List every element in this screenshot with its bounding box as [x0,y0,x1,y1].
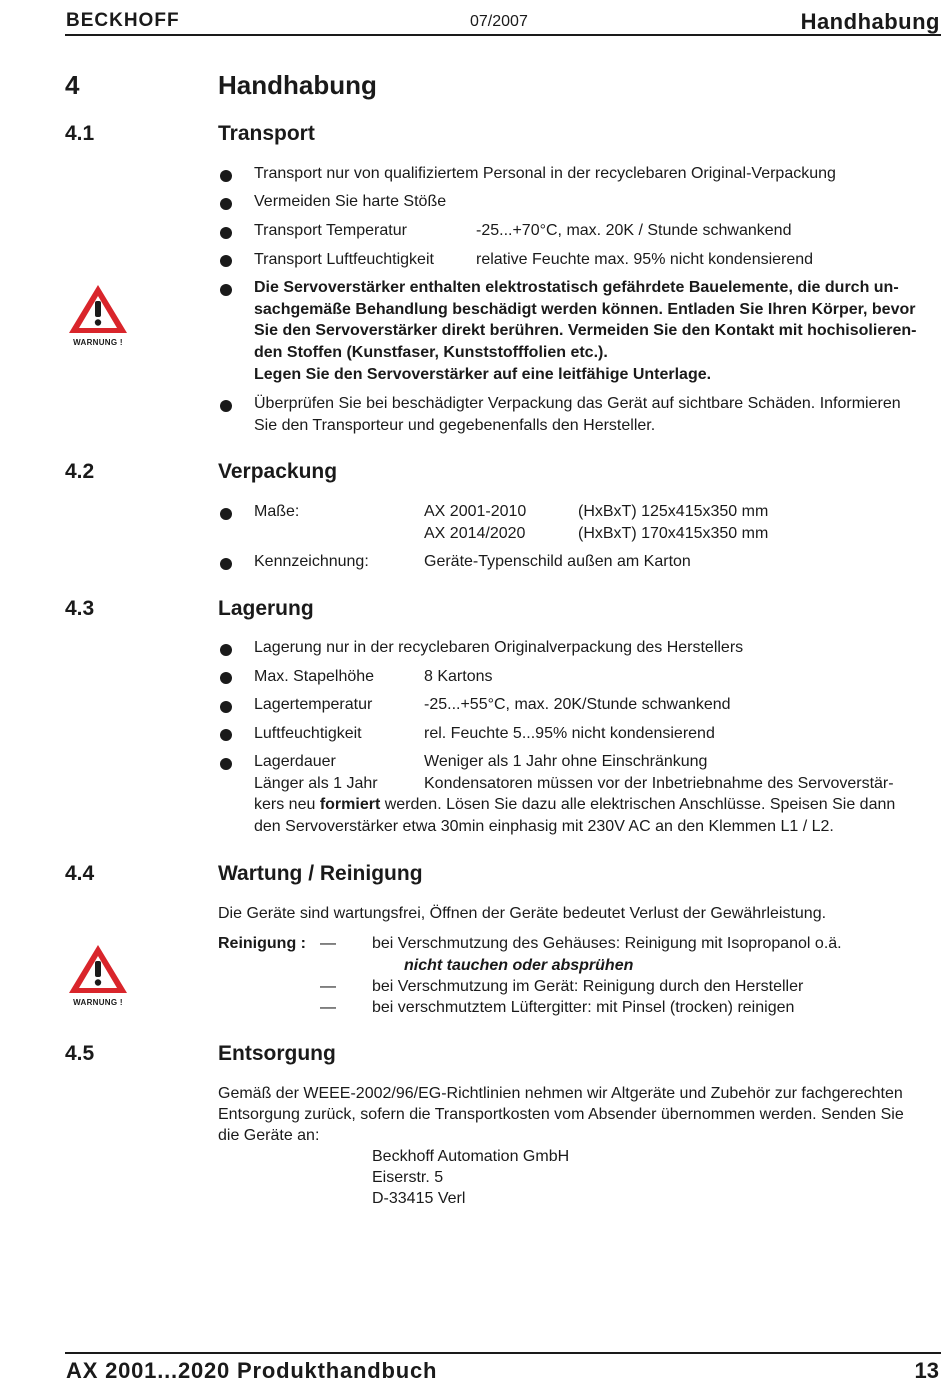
transport-temperature-value: -25...+70°C, max. 20K / Stunde schwankend [476,222,792,239]
stack-height-value: 8 Kartons [424,668,493,685]
footer-title: AX 2001...2020 Produkthandbuch [66,1358,438,1383]
section-title-entsorgung: Entsorgung [218,1042,336,1065]
bullet-icon [220,644,232,656]
cleaning-label: Reinigung : [218,935,306,952]
bullet-icon [220,508,232,520]
section-title-verpackung: Verpackung [218,460,338,483]
dimensions-label: Maße: [254,503,300,520]
section-title-transport: Transport [218,122,315,145]
bullet-icon [220,400,232,412]
section-number-4-1: 4.1 [65,122,95,145]
section-number-4-2: 4.2 [65,460,95,483]
transport-item-1: Transport nur von qualifiziertem Personal in der recyclebaren Original-Verpackung [254,165,836,182]
forming-instruction-line-1 [254,794,895,815]
forming-keyword: formiert [319,796,381,813]
storage-duration-label: Lagerdauer [254,753,336,770]
section-title-wartung: Wartung / Reinigung [218,862,423,885]
bullet-icon [220,227,232,239]
footer-rule [65,1352,941,1354]
transport-humidity-value: relative Feuchte max. 95% nicht kondensierend [476,251,814,268]
bullet-icon [220,672,232,684]
bullet-icon [220,198,232,210]
marking-label: Kennzeichnung: [254,553,369,570]
warning-triangle-icon [66,282,130,336]
cleaning-item-2: bei Verschmutzung im Gerät: Reinigung durch den Hersteller [372,978,804,995]
warning-label: WARNUNG ! [73,338,123,347]
address-company: Beckhoff Automation GmbH [372,1148,570,1165]
forming-text-a: kers neu [254,796,320,813]
cleaning-item-3: bei verschmutztem Lüftergitter: mit Pinsel (trocken) reinigen [372,999,795,1016]
bullet-icon [220,701,232,713]
esd-warning-line-1: Die Servoverstärker enthalten elektrostatisch gefährdete Bauelemente, die durch un- [254,279,899,296]
maintenance-intro: Die Geräte sind wartungsfrei, Öffnen der Geräte bedeutet Verlust der Gewährleistung. [218,905,827,922]
dimensions-model-1: AX 2001-2010 [424,503,527,520]
dash-3: — [320,999,336,1016]
esd-warning-line-4: den Stoffen (Kunstfaser, Kunststofffolien etc.). [254,344,608,361]
dash-1: — [320,935,336,952]
transport-temperature-label: Transport Temperatur [254,222,407,239]
transport-humidity-label: Transport Luftfeuchtigkeit [254,251,434,268]
warning-label: WARNUNG ! [73,998,123,1007]
disposal-line-1: Gemäß der WEEE-2002/96/EG-Richtlinien nehmen wir Altgeräte und Zubehör zur fachgerechten [218,1085,903,1102]
stack-height-label: Max. Stapelhöhe [254,668,375,685]
disposal-line-2: Entsorgung zurück, sofern die Transportkosten vom Absender übernommen werden. Senden Sie [218,1106,904,1123]
dash-2: — [320,978,336,995]
bullet-icon [220,255,232,267]
cleaning-note: nicht tauchen oder absprühen [404,957,634,974]
transport-item-2: Vermeiden Sie harte Stöße [254,193,447,210]
address-street: Eiserstr. 5 [372,1169,444,1186]
storage-long-value: Kondensatoren müssen vor der Inbetriebnahme des Servoverstär- [424,775,894,792]
cleaning-item-1: bei Verschmutzung des Gehäuses: Reinigung mit Isopropanol o.ä. [372,935,842,952]
brand-logo: BECKHOFF [66,10,180,31]
warning-esd [66,282,130,347]
forming-instruction-line-2: den Servoverstärker etwa 30min einphasig mit 230V AC an den Klemmen L1 / L2. [254,818,834,835]
storage-temperature-value: -25...+55°C, max. 20K/Stunde schwankend [424,696,731,713]
bullet-icon [220,729,232,741]
storage-item-1: Lagerung nur in der recyclebaren Originalverpackung des Herstellers [254,639,744,656]
forming-text-b: werden. Lösen Sie dazu alle elektrischen Anschlüsse. Speisen Sie dann [380,796,896,813]
section-title-lagerung: Lagerung [218,597,314,620]
chapter-number: 4 [65,70,80,100]
warning-cleaning [66,942,130,1007]
chapter-title: Handhabung [218,70,377,100]
esd-warning-line-5: Legen Sie den Servoverstärker auf eine leitfähige Unterlage. [254,366,712,383]
address-city: D-33415 Verl [372,1190,466,1207]
dimensions-model-2: AX 2014/2020 [424,525,526,542]
header-section-title: Handhabung [800,9,940,34]
marking-value: Geräte-Typenschild außen am Karton [424,553,691,570]
dimensions-value-1: (HxBxT) 125x415x350 mm [578,503,769,520]
bullet-icon [220,284,232,296]
warning-triangle-icon [66,942,130,996]
dimensions-value-2: (HxBxT) 170x415x350 mm [578,525,769,542]
inspection-line-2: Sie den Transporteur und gegebenenfalls den Hersteller. [254,417,656,434]
esd-warning-line-2: sachgemäße Behandlung beschädigt werden können. Entladen Sie Ihren Körper, bevor [254,301,916,318]
storage-duration-value: Weniger als 1 Jahr ohne Einschränkung [424,753,708,770]
disposal-line-3: die Geräte an: [218,1127,320,1144]
page-number: 13 [914,1358,939,1383]
section-number-4-3: 4.3 [65,597,95,620]
header-rule [65,34,941,36]
inspection-line-1: Überprüfen Sie bei beschädigter Verpackung das Gerät auf sichtbare Schäden. Informieren [254,395,901,412]
header-date: 07/2007 [470,13,528,30]
bullet-icon [220,558,232,570]
storage-long-label: Länger als 1 Jahr [254,775,378,792]
bullet-icon [220,758,232,770]
section-number-4-4: 4.4 [65,862,95,885]
esd-warning-line-3: Sie den Servoverstärker direkt berühren. Vermeiden Sie den Kontakt mit hochisolieren- [254,322,917,339]
storage-temperature-label: Lagertemperatur [254,696,373,713]
storage-humidity-value: rel. Feuchte 5...95% nicht kondensierend [424,725,715,742]
bullet-icon [220,170,232,182]
storage-humidity-label: Luftfeuchtigkeit [254,725,362,742]
section-number-4-5: 4.5 [65,1042,95,1065]
